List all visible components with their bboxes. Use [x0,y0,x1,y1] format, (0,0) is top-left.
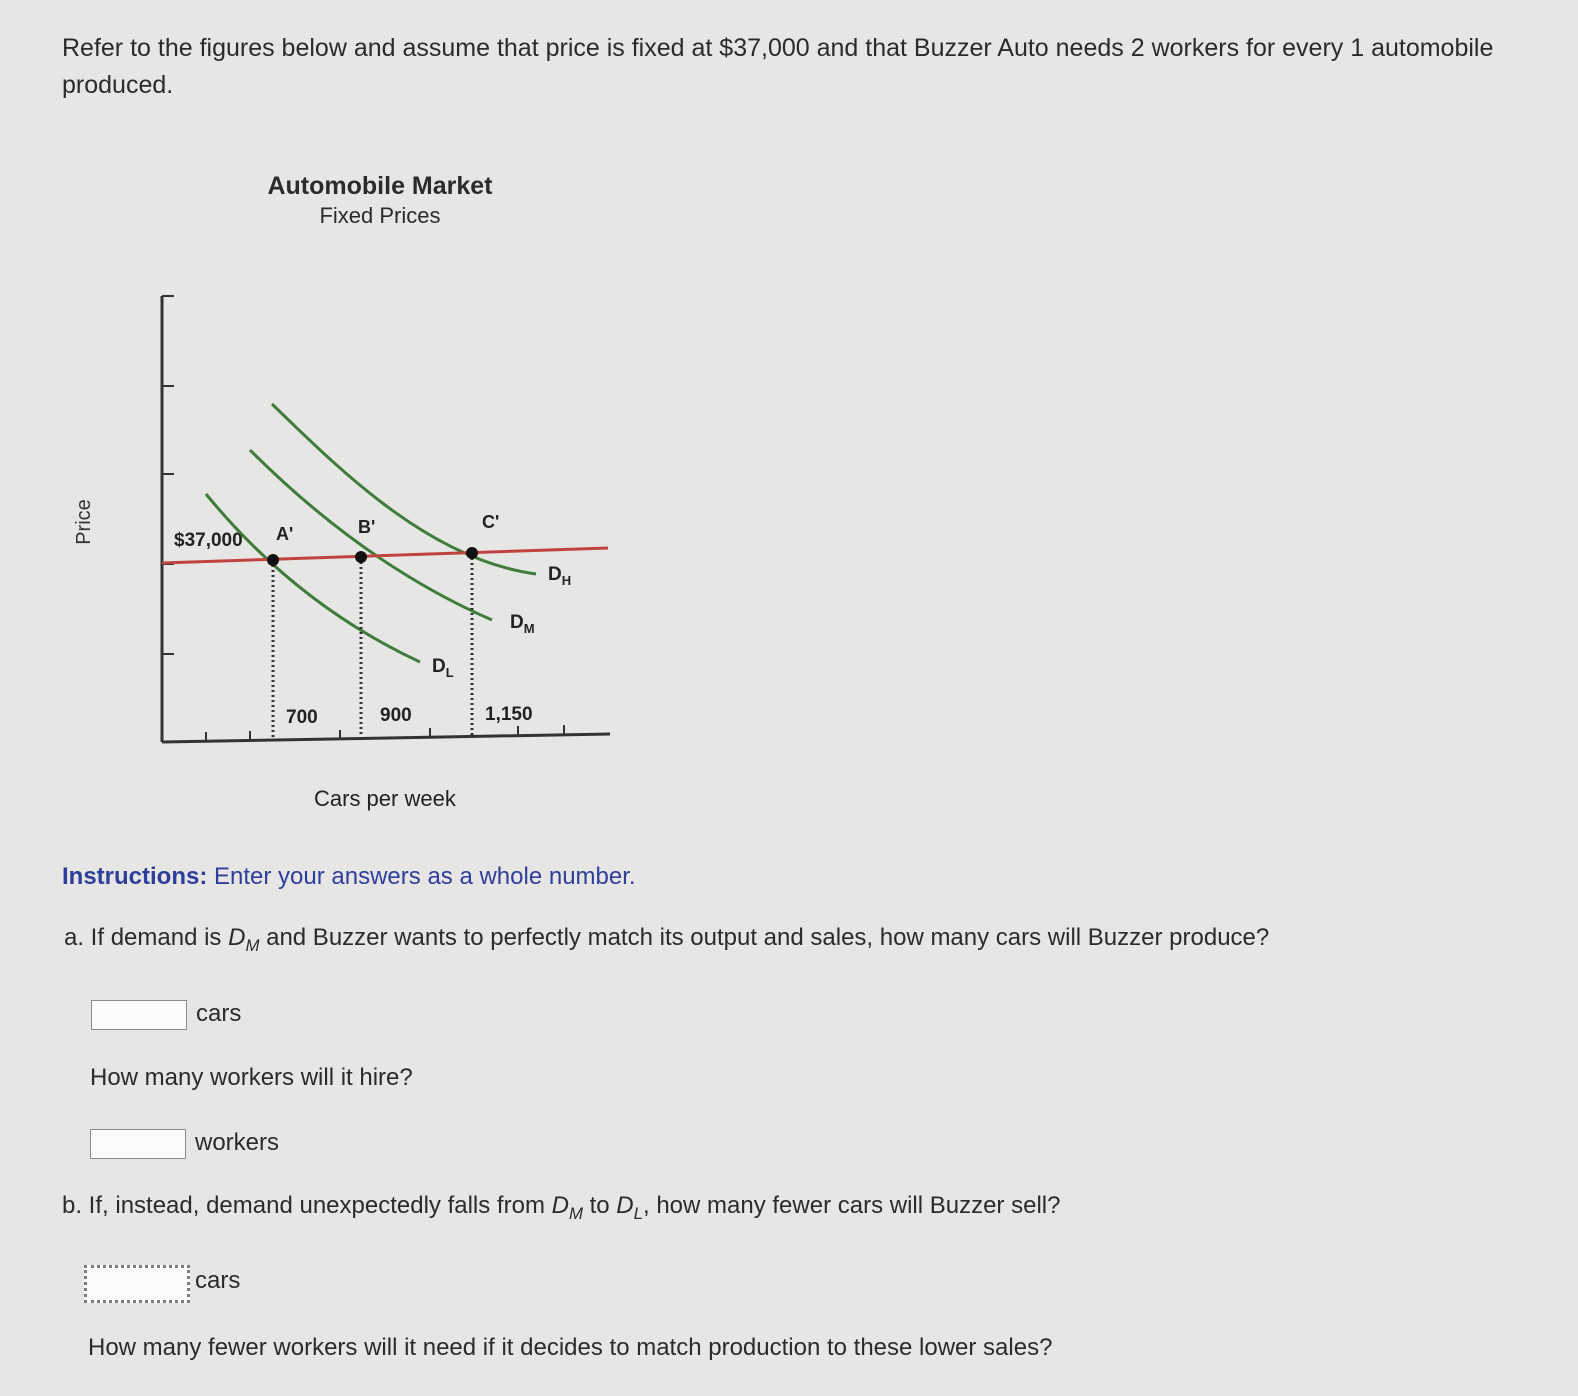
question-a-var-sub: M [245,935,260,955]
question-b-mid: to [582,1192,617,1219]
point-c [466,547,478,559]
question-b [62,1192,1060,1224]
question-a-prefix: a. If demand is [64,924,229,951]
curve-medium-sub: M [523,621,535,636]
question-a-workers: How many workers will it hire? [90,1064,413,1091]
curve-low-sub: L [445,665,454,680]
x-tick-900: 900 [380,705,412,726]
point-a [267,554,279,566]
curve-high-name: D [548,564,562,585]
cars-answer-input-b[interactable] [84,1265,190,1303]
question-a-suffix: and Buzzer wants to perfectly match its output and sales, how many cars will Buzzer produce? [266,924,1270,951]
point-b [355,551,367,563]
price-label: $37,000 [174,530,243,551]
chart-title: Automobile Market [267,172,493,200]
x-axis [162,734,610,742]
question-b-prefix: b. If, instead, demand unexpectedly falls from [62,1192,552,1219]
instructions-text: Enter your answers as a whole number. [214,863,636,890]
point-b-label: B' [358,517,376,537]
curve-label-medium [510,612,535,636]
cars-unit-b: cars [195,1267,241,1294]
question-a [64,924,1269,956]
cars-answer-input-a[interactable] [91,1000,187,1030]
question-b-var1-sub: M [568,1203,583,1223]
curve-medium-name: D [510,612,524,633]
point-a-label: A' [276,524,294,544]
question-b-workers: How many fewer workers will it need if it decides to match production to these lower sales? [88,1334,1053,1361]
demand-curve-low [206,494,420,662]
point-c-label: C' [482,512,500,532]
instructions [62,863,636,891]
x-tick-1150: 1,150 [485,704,533,725]
intro-text: Refer to the figures below and assume that price is fixed at $37,000 and that Buzzer Auto needs 2 workers for every 1 automobile produced. [62,34,1494,99]
question-b-var1: D [551,1192,569,1219]
workers-answer-input-a[interactable] [90,1129,186,1159]
question-a-var: D [228,924,246,951]
curve-low-name: D [432,656,446,677]
demand-curve-high [272,404,536,574]
cars-unit-a: cars [196,1000,242,1027]
question-b-suffix: , how many fewer cars will Buzzer sell? [642,1192,1061,1219]
curve-label-low [432,656,454,680]
x-tick-700: 700 [286,707,318,728]
x-axis-label: Cars per week [314,786,456,811]
curve-label-high [548,564,571,588]
y-tick-marks [162,296,174,654]
question-b-var2-sub: L [633,1203,643,1223]
workers-unit-a: workers [195,1129,280,1156]
question-b-var2: D [616,1192,634,1219]
curve-high-sub: H [561,573,572,588]
instructions-label: Instructions: [62,863,208,890]
chart-subtitle: Fixed Prices [319,203,441,228]
y-axis-label: Price [73,499,95,545]
